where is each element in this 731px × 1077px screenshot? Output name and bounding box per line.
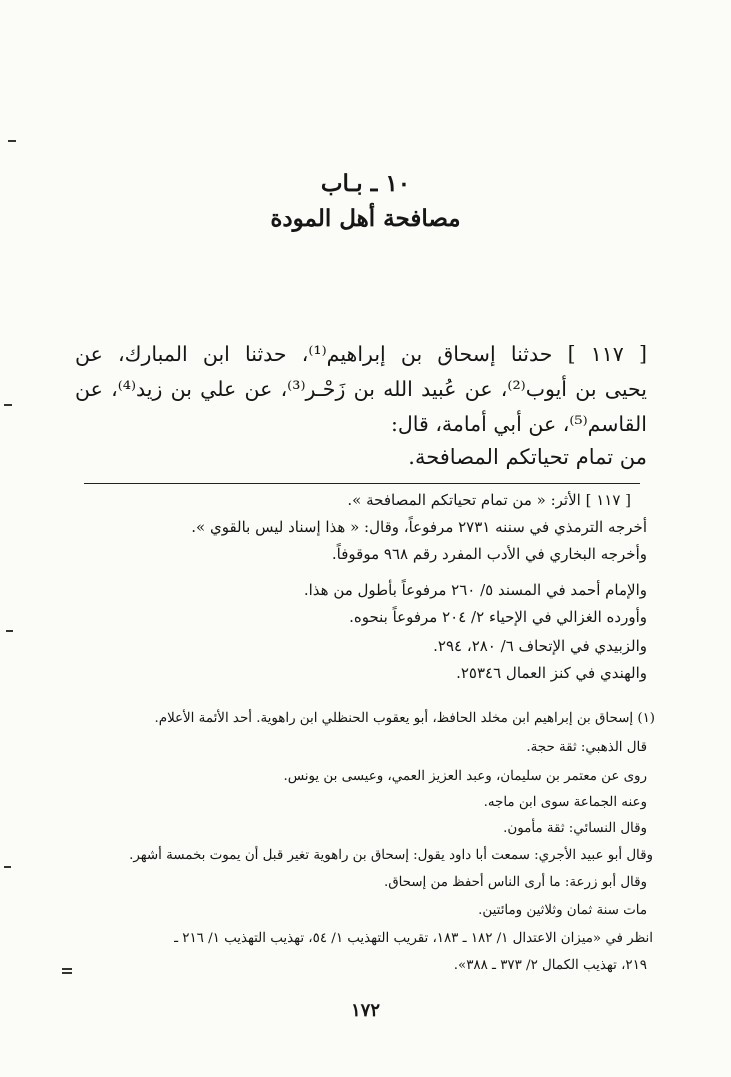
hadith-line-2: يحيى بن أيوب⁽²⁾، عن عُبيد الله بن زَحْـر⁽³⁾، عن علي بن زيد⁽⁴⁾، عن	[75, 377, 647, 401]
footnote-line: مات سنة ثمان وثلاثين ومائتين.	[478, 903, 647, 918]
hadith-line-3: القاسم⁽⁵⁾، عن أبي أمامة، قال:	[390, 412, 647, 436]
takhrij-line: والهندي في كنز العمال ٢٥٣٤٦.	[456, 664, 647, 682]
hadith-matn: من تمام تحياتكم المصافحة.	[408, 445, 647, 469]
scan-mark	[6, 630, 13, 632]
chapter-title: مصافحة أهل المودة	[270, 205, 461, 232]
footnote-line: انظر في «ميزان الاعتدال ١/ ١٨٢ ـ ١٨٣، تقريب التهذيب ١/ ٥٤، تهذيب التهذيب ١/ ٢١٦ ـ	[174, 931, 653, 946]
scan-mark	[62, 968, 72, 970]
scan-mark	[8, 140, 16, 142]
footnote-line: وقال أبو زرعة: ما أرى الناس أحفظ من إسحاق.	[383, 875, 647, 890]
takhrij-line: وأخرجه البخاري في الأدب المفرد رقم ٩٦٨ موقوفاً.	[331, 545, 647, 563]
footnote-line: وقال النسائي: ثقة مأمون.	[503, 821, 647, 836]
scan-mark	[4, 404, 12, 406]
scan-mark	[4, 866, 11, 868]
takhrij-line: والإمام أحمد في المسند ٥/ ٢٦٠ مرفوعاً بأطول من هذا.	[303, 581, 647, 599]
takhrij-line: وأورده الغزالي في الإحياء ٢/ ٢٠٤ مرفوعاً بنحوه.	[349, 608, 647, 626]
footnote-line: وعنه الجماعة سوى ابن ماجه.	[483, 795, 647, 810]
hadith-line-1: [ ١١٧ ] حدثنا إسحاق بن إبراهيم⁽¹⁾، حدثنا ابن المبارك، عن	[75, 342, 647, 366]
footnote-line: ٢١٩، تهذيب الكمال ٢/ ٣٧٣ ـ ٣٨٨».	[453, 958, 647, 973]
footnote-line: قال الذهبي: ثقة حجة.	[526, 740, 647, 755]
page-number: ١٧٢	[350, 1000, 380, 1021]
takhrij-line: والزبيدي في الإتحاف ٦/ ٢٨٠، ٢٩٤.	[433, 637, 647, 655]
takhrij-line: أخرجه الترمذي في سننه ٢٧٣١ مرفوعاً، وقال: « هذا إسناد ليس بالقوي ».	[191, 518, 647, 536]
chapter-number: ١٠ ـ بـاب	[320, 170, 411, 197]
footnote-line: وقال أبو عبيد الأجري: سمعت أبا داود يقول: إسحاق بن راهوية تغير قبل أن يموت بخمسة أشهر.	[129, 848, 653, 863]
footnote-line: روى عن معتمر بن سليمان، وعبد العزيز العمي، وعيسى بن يونس.	[283, 769, 647, 784]
takhrij-line: [ ١١٧ ] الأثر: « من تمام تحياتكم المصافحة ».	[347, 491, 631, 509]
scan-mark	[62, 972, 72, 974]
footnote-divider	[84, 483, 640, 484]
footnote-line: (١) إسحاق بن إبراهيم ابن مخلد الحافظ، أبو يعقوب الحنظلي ابن راهوية. أحد الأئمة الأعلام.	[154, 711, 655, 726]
